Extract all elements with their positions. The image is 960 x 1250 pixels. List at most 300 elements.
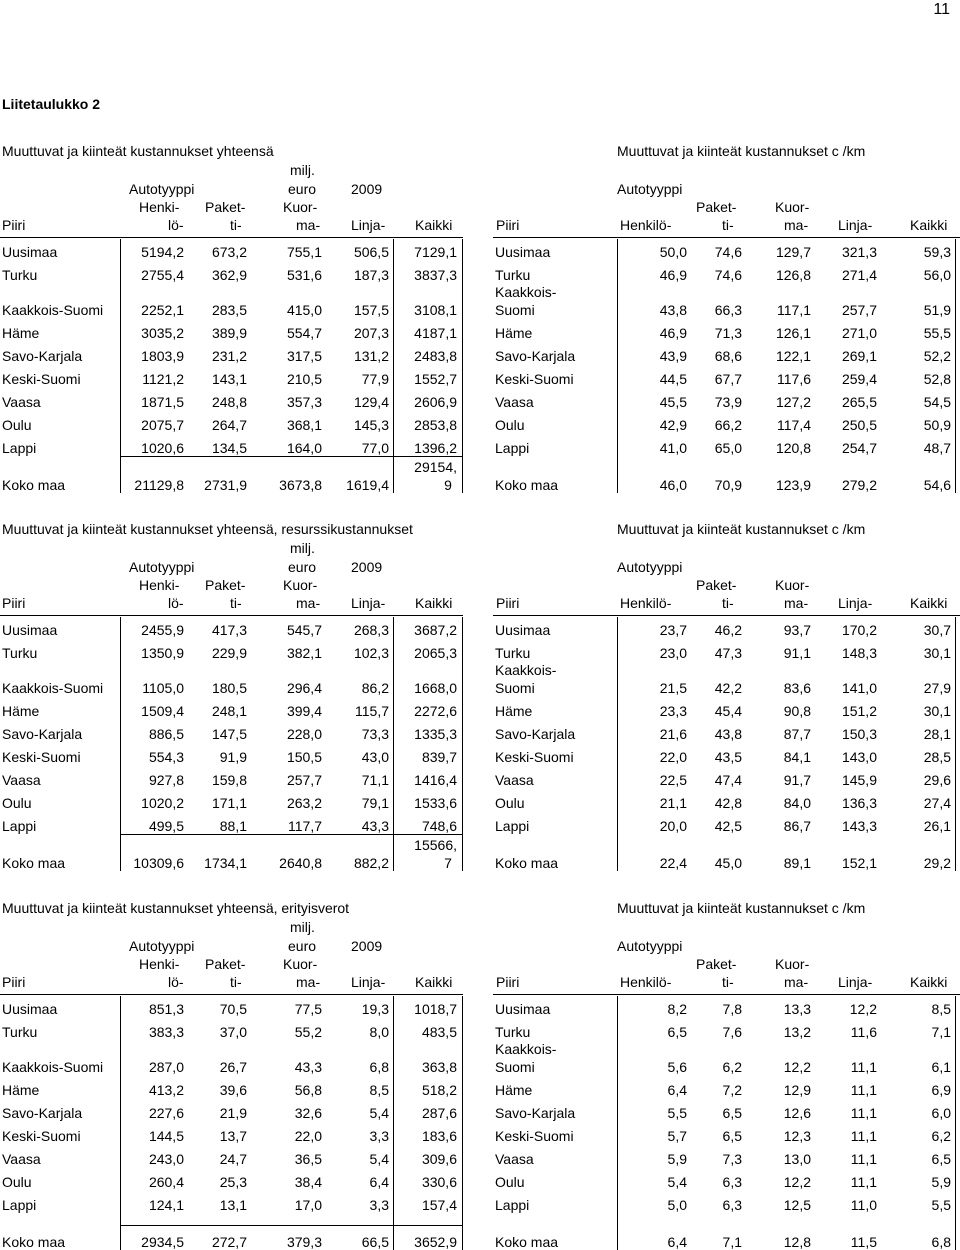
- header-ma: ma-: [296, 217, 321, 233]
- cell-value-right: 12,9: [783, 1082, 811, 1098]
- cell-value: 157,4: [421, 1197, 457, 1213]
- header-rule-left: [0, 615, 463, 616]
- table-vertical-rule-right: [955, 617, 956, 871]
- cell-value-right: 5,6: [667, 1059, 687, 1075]
- cell-value: 417,3: [211, 622, 247, 638]
- cell-value: 131,2: [353, 348, 389, 364]
- row-label-right: Keski-Suomi: [495, 371, 574, 387]
- cell-value-right: 8,5: [931, 1001, 951, 1017]
- cell-value-right: 129,7: [775, 244, 811, 260]
- cell-value: 1020,2: [141, 795, 184, 811]
- header-rule-left: [0, 994, 463, 995]
- cell-value: 2065,3: [414, 645, 457, 661]
- cell-value: 183,6: [421, 1128, 457, 1144]
- cell-value: 1668,0: [414, 680, 457, 696]
- header-lo: lö-: [168, 974, 184, 990]
- row-label-right: Suomi: [495, 680, 535, 696]
- cell-value: 309,6: [421, 1151, 457, 1167]
- cell-value: 257,7: [286, 772, 322, 788]
- cell-value-right: 265,5: [841, 394, 877, 410]
- cell-value: 207,3: [353, 325, 389, 341]
- cell-value-right: 43,8: [714, 726, 742, 742]
- header-paket: Paket-: [205, 956, 246, 972]
- cell-value-right: 12,8: [783, 1234, 811, 1250]
- cell-value: 144,5: [148, 1128, 184, 1144]
- row-label-left: Uusimaa: [2, 1001, 58, 1017]
- cell-value: 129,4: [353, 394, 389, 410]
- header-euro: euro: [288, 559, 317, 575]
- cell-value-right: 54,5: [923, 394, 951, 410]
- cell-value: 3108,1: [414, 302, 457, 318]
- header-paket: Paket-: [205, 577, 246, 593]
- header-piiri-right: Piiri: [496, 974, 520, 990]
- cell-value: 2272,6: [414, 703, 457, 719]
- header-year: 2009: [351, 938, 383, 954]
- cell-total-bottom: 7: [444, 855, 452, 871]
- row-label-right: Keski-Suomi: [495, 1128, 574, 1144]
- row-label-left: Savo-Karjala: [2, 348, 83, 364]
- cell-value-right: 13,2: [783, 1024, 811, 1040]
- row-label-left: Vaasa: [2, 394, 41, 410]
- cell-value: 3035,2: [141, 325, 184, 341]
- cell-value: 1020,6: [141, 440, 184, 456]
- header-kaikki: Kaikki: [415, 217, 453, 233]
- header-ma-right: ma-: [784, 217, 809, 233]
- header-linja: Linja-: [351, 974, 386, 990]
- row-label-right: Koko maa: [495, 477, 559, 493]
- header-paket-right: Paket-: [696, 199, 737, 215]
- row-label-left: Kaakkois-Suomi: [2, 680, 104, 696]
- cell-value: 1803,9: [141, 348, 184, 364]
- header-rule-right: [493, 237, 960, 238]
- left-section-title: Muuttuvat ja kiinteät kustannukset yhteensä, erityisverot: [2, 900, 350, 916]
- cell-value-right: 11,1: [850, 1151, 877, 1167]
- cell-value: 554,7: [286, 325, 322, 341]
- cell-value: 2731,9: [204, 477, 247, 493]
- header-kuor: Kuor-: [283, 577, 318, 593]
- cell-value-right: 84,0: [783, 795, 811, 811]
- cell-value-right: 12,2: [849, 1001, 877, 1017]
- row-label-right-top: Kaakkois-: [495, 1041, 557, 1057]
- cell-value: 296,4: [286, 680, 322, 696]
- cell-value: 38,4: [294, 1174, 322, 1190]
- cell-value-right: 11,5: [850, 1234, 877, 1250]
- table-vertical-rule: [462, 239, 463, 493]
- header-paket: Paket-: [205, 199, 246, 215]
- cell-value-right: 126,8: [775, 267, 811, 283]
- header-piiri: Piiri: [2, 595, 26, 611]
- cell-value: 1552,7: [414, 371, 457, 387]
- cell-value: 91,9: [219, 749, 247, 765]
- cell-value-right: 45,5: [659, 394, 687, 410]
- cell-value: 150,5: [286, 749, 322, 765]
- cell-value-right: 29,6: [923, 772, 951, 788]
- cell-value-right: 27,9: [923, 680, 951, 696]
- cell-value: 229,9: [211, 645, 247, 661]
- cell-value-right: 50,0: [659, 244, 687, 260]
- row-label-right: Koko maa: [495, 1234, 559, 1250]
- cell-value-right: 12,2: [783, 1174, 811, 1190]
- cell-value: 36,5: [294, 1151, 322, 1167]
- cell-value-right: 67,7: [714, 371, 742, 387]
- header-kaikki-right: Kaikki: [910, 595, 948, 611]
- header-linja: Linja-: [351, 217, 386, 233]
- cell-value: 2640,8: [279, 855, 322, 871]
- cell-value-right: 6,2: [722, 1059, 742, 1075]
- row-label-left: Lappi: [2, 818, 37, 834]
- cell-value: 143,1: [211, 371, 247, 387]
- cell-value: 5,4: [369, 1151, 389, 1167]
- cell-value-right: 5,5: [667, 1105, 687, 1121]
- header-ti: ti-: [230, 595, 242, 611]
- header-rule-right: [493, 994, 960, 995]
- total-rule: [120, 456, 463, 457]
- header-henki: Henki-: [139, 577, 180, 593]
- table-vertical-rule: [462, 617, 463, 871]
- cell-value: 1509,4: [141, 703, 184, 719]
- row-label-right-top: Kaakkois-: [495, 662, 557, 678]
- header-linja: Linja-: [351, 595, 386, 611]
- row-label-right: Keski-Suomi: [495, 749, 574, 765]
- header-linja-right: Linja-: [838, 217, 873, 233]
- cell-value-right: 6,4: [667, 1082, 687, 1098]
- cell-value-right: 74,6: [714, 267, 742, 283]
- cell-value: 1734,1: [204, 855, 247, 871]
- cell-value: 363,8: [421, 1059, 457, 1075]
- cell-value-right: 23,7: [659, 622, 687, 638]
- row-label-left: Keski-Suomi: [2, 371, 81, 387]
- cell-value: 283,5: [211, 302, 247, 318]
- cell-value-right: 6,5: [931, 1151, 951, 1167]
- cell-value: 8,0: [369, 1024, 389, 1040]
- header-ti: ti-: [230, 974, 242, 990]
- cell-value: 124,1: [148, 1197, 184, 1213]
- row-label-right: Savo-Karjala: [495, 348, 576, 364]
- cell-value: 260,4: [148, 1174, 184, 1190]
- header-linja-right: Linja-: [838, 974, 873, 990]
- header-milj: milj.: [290, 540, 315, 556]
- cell-value-right: 90,8: [783, 703, 811, 719]
- cell-value-right: 6,5: [667, 1024, 687, 1040]
- cell-value: 66,5: [361, 1234, 389, 1250]
- cell-value: 145,3: [353, 417, 389, 433]
- row-label-right: Oulu: [495, 417, 525, 433]
- cell-value: 32,6: [294, 1105, 322, 1121]
- cell-value: 272,7: [211, 1234, 247, 1250]
- cell-total-top: 15566,: [414, 837, 457, 853]
- header-ma: ma-: [296, 595, 321, 611]
- cell-value-right: 141,0: [841, 680, 877, 696]
- cell-value: 102,3: [353, 645, 389, 661]
- cell-value: 382,1: [286, 645, 322, 661]
- cell-value-right: 68,6: [714, 348, 742, 364]
- row-label-left: Kaakkois-Suomi: [2, 302, 104, 318]
- cell-value: 2934,5: [141, 1234, 184, 1250]
- cell-value-right: 11,6: [850, 1024, 877, 1040]
- cell-value: 1416,4: [414, 772, 457, 788]
- cell-value-right: 20,0: [659, 818, 687, 834]
- cell-value-right: 65,0: [714, 440, 742, 456]
- row-label-right: Savo-Karjala: [495, 1105, 576, 1121]
- row-label-right: Suomi: [495, 302, 535, 318]
- cell-value-right: 151,2: [841, 703, 877, 719]
- cell-value-right: 27,4: [923, 795, 951, 811]
- table-vertical-rule: [120, 996, 121, 1250]
- cell-value: 287,6: [421, 1105, 457, 1121]
- cell-value-right: 7,8: [722, 1001, 742, 1017]
- header-ti-right: ti-: [722, 974, 734, 990]
- cell-value: 43,3: [294, 1059, 322, 1075]
- cell-value-right: 12,6: [783, 1105, 811, 1121]
- cell-value-right: 50,9: [923, 417, 951, 433]
- cell-value: 4187,1: [414, 325, 457, 341]
- cell-value: 413,2: [148, 1082, 184, 1098]
- cell-value-right: 7,6: [722, 1024, 742, 1040]
- cell-value: 6,4: [369, 1174, 389, 1190]
- header-year: 2009: [351, 559, 383, 575]
- cell-total-top: 29154,: [414, 459, 457, 475]
- header-kuor-right: Kuor-: [775, 199, 810, 215]
- cell-value-right: 55,5: [923, 325, 951, 341]
- cell-value: 1105,0: [142, 680, 184, 696]
- header-kaikki: Kaikki: [415, 595, 453, 611]
- cell-value-right: 150,3: [841, 726, 877, 742]
- row-label-left: Turku: [2, 645, 38, 661]
- cell-value: 1533,6: [414, 795, 457, 811]
- cell-value-right: 22,4: [659, 855, 687, 871]
- row-label-right: Vaasa: [495, 1151, 534, 1167]
- header-euro: euro: [288, 181, 317, 197]
- cell-value: 264,7: [211, 417, 247, 433]
- cell-value: 26,7: [219, 1059, 247, 1075]
- cell-value-right: 23,0: [659, 645, 687, 661]
- row-label-left: Koko maa: [2, 1234, 66, 1250]
- cell-value-right: 6,5: [722, 1105, 742, 1121]
- header-ti-right: ti-: [722, 595, 734, 611]
- row-label-left: Savo-Karjala: [2, 1105, 83, 1121]
- cell-value: 159,8: [211, 772, 247, 788]
- cell-value-right: 70,9: [714, 477, 742, 493]
- cell-value-right: 30,7: [923, 622, 951, 638]
- cell-value-right: 321,3: [841, 244, 877, 260]
- row-label-right: Turku: [495, 267, 531, 283]
- cell-value: 79,1: [361, 795, 389, 811]
- row-label-left: Keski-Suomi: [2, 1128, 81, 1144]
- cell-value: 25,3: [219, 1174, 247, 1190]
- cell-value: 77,5: [294, 1001, 322, 1017]
- row-label-right: Lappi: [495, 440, 530, 456]
- cell-value: 1335,3: [414, 726, 457, 742]
- cell-value-right: 11,1: [850, 1105, 877, 1121]
- row-label-right: Turku: [495, 645, 531, 661]
- row-label-right: Koko maa: [495, 855, 559, 871]
- cell-value: 180,5: [211, 680, 247, 696]
- cell-value-right: 7,2: [722, 1082, 742, 1098]
- cell-value: 43,3: [361, 818, 389, 834]
- cell-value-right: 74,6: [714, 244, 742, 260]
- table-vertical-rule: [120, 617, 121, 871]
- cell-value-right: 30,1: [923, 645, 951, 661]
- cell-value-right: 117,4: [777, 417, 811, 433]
- cell-value: 70,5: [219, 1001, 247, 1017]
- cell-value-right: 41,0: [659, 440, 687, 456]
- row-label-left: Koko maa: [2, 477, 66, 493]
- cell-value: 2455,9: [141, 622, 184, 638]
- cell-value: 3687,2: [414, 622, 457, 638]
- cell-value-right: 5,9: [667, 1151, 687, 1167]
- cell-value-right: 8,2: [667, 1001, 687, 1017]
- cell-value-right: 45,4: [714, 703, 742, 719]
- cell-value: 927,8: [148, 772, 184, 788]
- row-label-right: Uusimaa: [495, 622, 551, 638]
- cell-value-right: 47,4: [714, 772, 742, 788]
- cell-value-right: 148,3: [841, 645, 877, 661]
- row-label-left: Koko maa: [2, 855, 66, 871]
- cell-value-right: 46,2: [714, 622, 742, 638]
- right-section-title: Muuttuvat ja kiinteät kustannukset c /km: [617, 521, 866, 537]
- cell-value: 10309,6: [133, 855, 184, 871]
- cell-value: 755,1: [286, 244, 322, 260]
- row-label-right: Vaasa: [495, 772, 534, 788]
- cell-value-right: 43,9: [659, 348, 687, 364]
- cell-value: 5194,2: [141, 244, 184, 260]
- row-label-right: Lappi: [495, 818, 530, 834]
- cell-value: 389,9: [211, 325, 247, 341]
- header-henki: Henki-: [139, 199, 180, 215]
- cell-value: 263,2: [286, 795, 322, 811]
- cell-value-right: 21,6: [659, 726, 687, 742]
- row-label-right: Uusimaa: [495, 1001, 551, 1017]
- cell-value-right: 120,8: [775, 440, 811, 456]
- header-piiri-right: Piiri: [496, 217, 520, 233]
- header-ma: ma-: [296, 974, 321, 990]
- cell-value: 545,7: [286, 622, 322, 638]
- cell-value-right: 250,5: [841, 417, 877, 433]
- cell-value: 3673,8: [279, 477, 322, 493]
- cell-value: 164,0: [286, 440, 322, 456]
- row-label-right: Turku: [495, 1024, 531, 1040]
- cell-value-right: 170,2: [841, 622, 877, 638]
- header-ti-right: ti-: [722, 217, 734, 233]
- cell-value: 22,0: [294, 1128, 322, 1144]
- table-vertical-rule-right: [955, 996, 956, 1250]
- row-label-right: Oulu: [495, 1174, 525, 1190]
- row-label-right: Suomi: [495, 1059, 535, 1075]
- cell-value-right: 117,1: [777, 302, 811, 318]
- cell-value-right: 42,2: [714, 680, 742, 696]
- left-section-title: Muuttuvat ja kiinteät kustannukset yhteensä, resurssikustannukset: [2, 521, 413, 537]
- cell-value-right: 71,3: [714, 325, 742, 341]
- cell-value-right: 59,3: [923, 244, 951, 260]
- table-vertical-rule: [120, 239, 121, 493]
- cell-value: 1396,2: [414, 440, 457, 456]
- cell-value-right: 143,3: [841, 818, 877, 834]
- header-kuor: Kuor-: [283, 956, 318, 972]
- row-label-left: Lappi: [2, 1197, 37, 1213]
- left-section-title: Muuttuvat ja kiinteät kustannukset yhteensä: [2, 143, 274, 159]
- header-lo: lö-: [168, 595, 184, 611]
- cell-value: 86,2: [361, 680, 389, 696]
- cell-value: 415,0: [286, 302, 322, 318]
- row-label-left: Oulu: [2, 1174, 32, 1190]
- cell-value-right: 26,1: [923, 818, 951, 834]
- row-label-right: Häme: [495, 325, 533, 341]
- cell-value: 531,6: [286, 267, 322, 283]
- cell-value: 117,7: [288, 818, 322, 834]
- row-label-left: Häme: [2, 703, 40, 719]
- row-label-left: Uusimaa: [2, 244, 58, 260]
- cell-value-right: 152,1: [841, 855, 877, 871]
- cell-value: 71,1: [361, 772, 389, 788]
- cell-value: 399,4: [286, 703, 322, 719]
- cell-value-right: 6,2: [931, 1128, 951, 1144]
- cell-value: 77,0: [361, 440, 389, 456]
- right-section-title: Muuttuvat ja kiinteät kustannukset c /km: [617, 900, 866, 916]
- header-autotyyppi: Autotyyppi: [129, 181, 195, 197]
- header-autotyyppi: Autotyyppi: [129, 559, 195, 575]
- cell-value-right: 91,1: [783, 645, 811, 661]
- cell-value: 21129,8: [134, 477, 184, 493]
- cell-value-right: 6,3: [722, 1174, 742, 1190]
- cell-value: 231,2: [211, 348, 247, 364]
- header-ti: ti-: [230, 217, 242, 233]
- cell-value-right: 52,8: [923, 371, 951, 387]
- cell-value: 243,0: [148, 1151, 184, 1167]
- cell-value: 55,2: [294, 1024, 322, 1040]
- header-ma-right: ma-: [784, 974, 809, 990]
- header-ma-right: ma-: [784, 595, 809, 611]
- cell-value: 357,3: [286, 394, 322, 410]
- cell-value-right: 42,8: [714, 795, 742, 811]
- header-kaikki-right: Kaikki: [910, 217, 948, 233]
- cell-value-right: 66,2: [714, 417, 742, 433]
- cell-value: 157,5: [353, 302, 389, 318]
- cell-value: 227,6: [148, 1105, 184, 1121]
- header-henkilo: Henkilö-: [620, 974, 672, 990]
- row-label-left: Kaakkois-Suomi: [2, 1059, 104, 1075]
- cell-value-right: 122,1: [775, 348, 811, 364]
- cell-value: 6,8: [369, 1059, 389, 1075]
- cell-value: 13,1: [219, 1197, 247, 1213]
- cell-value: 268,3: [353, 622, 389, 638]
- cell-value-right: 127,2: [775, 394, 811, 410]
- cell-value-right: 6,1: [931, 1059, 951, 1075]
- header-paket-right: Paket-: [696, 577, 737, 593]
- row-label-left: Vaasa: [2, 1151, 41, 1167]
- cell-value: 379,3: [286, 1234, 322, 1250]
- cell-value-right: 143,0: [841, 749, 877, 765]
- cell-value: 171,1: [211, 795, 247, 811]
- header-autotyyppi: Autotyyppi: [129, 938, 195, 954]
- table-vertical-rule-right: [617, 617, 618, 871]
- cell-value-right: 43,5: [714, 749, 742, 765]
- table-vertical-rule: [393, 996, 394, 1250]
- header-kaikki: Kaikki: [415, 974, 453, 990]
- cell-value: 3652,9: [414, 1234, 457, 1250]
- row-label-left: Häme: [2, 1082, 40, 1098]
- cell-value-right: 136,3: [841, 795, 877, 811]
- cell-value: 21,9: [219, 1105, 247, 1121]
- table-vertical-rule: [393, 239, 394, 493]
- cell-value: 73,3: [361, 726, 389, 742]
- cell-value: 2483,8: [414, 348, 457, 364]
- cell-value-right: 5,9: [931, 1174, 951, 1190]
- cell-value: 248,1: [211, 703, 247, 719]
- cell-value: 13,7: [219, 1128, 247, 1144]
- cell-value-right: 5,4: [667, 1174, 687, 1190]
- row-label-right: Häme: [495, 703, 533, 719]
- row-label-right-top: Kaakkois-: [495, 284, 557, 300]
